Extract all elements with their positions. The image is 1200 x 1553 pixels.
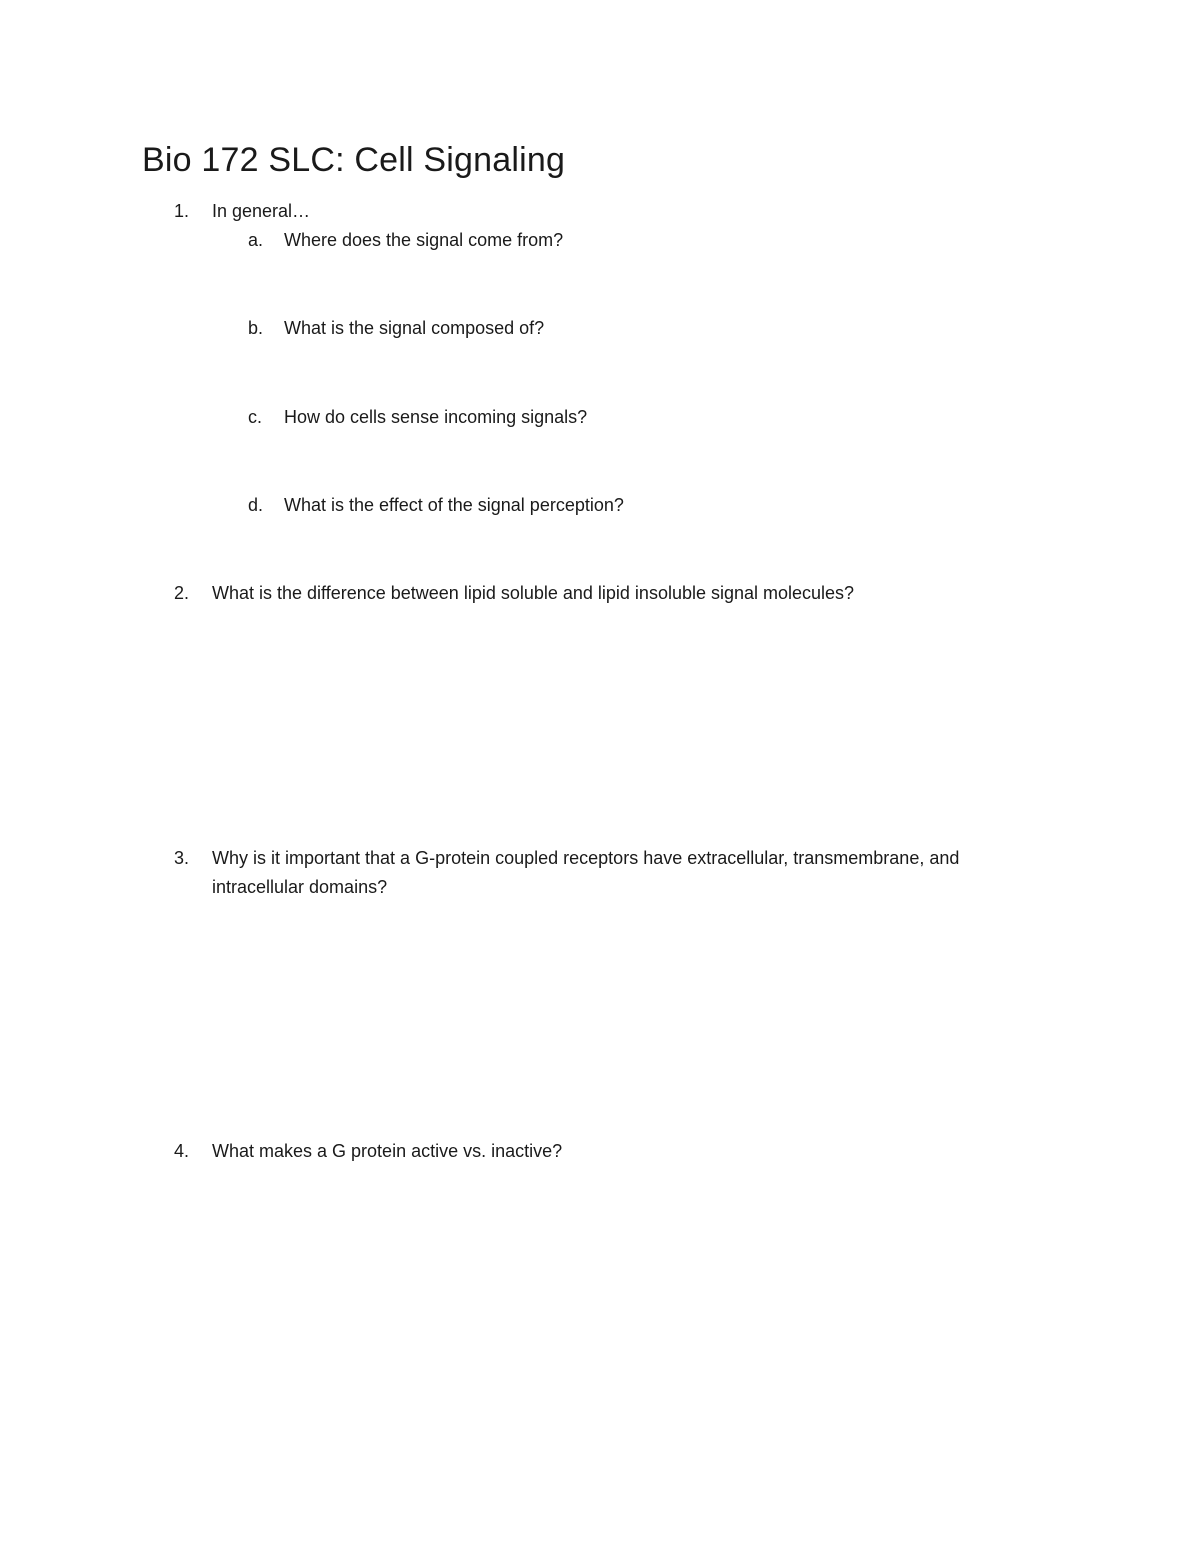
- question-1c-letter: c.: [248, 407, 263, 427]
- question-3-text-line1: Why is it important that a G-protein coupled receptors have extracellular, transmembrane, and: [212, 848, 960, 868]
- question-1c-text: How do cells sense incoming signals?: [284, 407, 588, 427]
- question-4-text: What makes a G protein active vs. inactive?: [212, 1141, 563, 1161]
- question-1b-letter: b.: [248, 318, 264, 338]
- page-title: Bio 172 SLC: Cell Signaling: [142, 141, 566, 179]
- question-3-text-line2: intracellular domains?: [212, 877, 388, 897]
- question-1-number: 1.: [174, 201, 190, 221]
- question-2-text: What is the difference between lipid soluble and lipid insoluble signal molecules?: [212, 583, 855, 603]
- question-1-text: In general…: [212, 201, 311, 221]
- question-1d-text: What is the effect of the signal perception?: [284, 495, 624, 515]
- question-3-number: 3.: [174, 848, 190, 868]
- question-2-number: 2.: [174, 583, 190, 603]
- question-1b-text: What is the signal composed of?: [284, 318, 545, 338]
- question-1d-letter: d.: [248, 495, 264, 515]
- question-1a-letter: a.: [248, 230, 264, 250]
- question-4-number: 4.: [174, 1141, 190, 1161]
- question-1a-text: Where does the signal come from?: [284, 230, 564, 250]
